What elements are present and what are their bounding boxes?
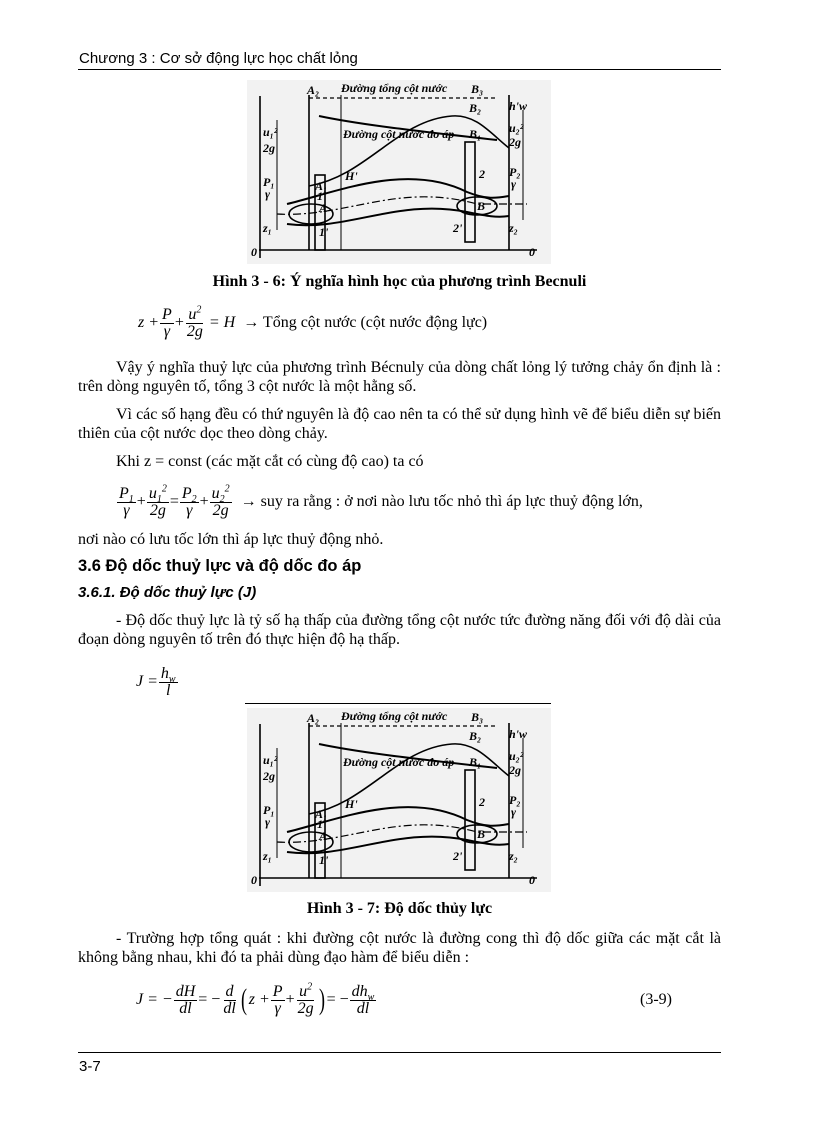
label-z2: z₂ bbox=[509, 221, 518, 235]
figure-caption-2: Hình 3 - 7: Độ dốc thủy lực bbox=[306, 900, 493, 917]
label-z1: z₁ bbox=[263, 221, 272, 235]
label-u1: u₁² bbox=[263, 125, 278, 139]
label-2-prime: 2' bbox=[453, 849, 463, 863]
subsection-heading: 3.6.1. Độ dốc thuỷ lực (J) bbox=[78, 584, 257, 601]
label-2g-2: 2g bbox=[509, 763, 521, 777]
label-2g-1: 2g bbox=[263, 141, 275, 155]
equation-number: (3-9) bbox=[640, 991, 672, 1008]
label-zero-right: 0 bbox=[529, 873, 535, 887]
label-piezometric: Đường cột nước đo áp bbox=[343, 755, 455, 769]
label-piezometric: Đường cột nước đo áp bbox=[343, 127, 455, 141]
label-p1: P₁ bbox=[263, 803, 275, 817]
figure-rule bbox=[245, 703, 551, 704]
label-z2: z₂ bbox=[509, 849, 518, 863]
label-hw: h'w bbox=[509, 727, 528, 741]
figure-caption-1: Hình 3 - 6: Ý nghĩa hình học của phương trình Becnuli bbox=[212, 273, 587, 290]
label-A: A bbox=[319, 201, 328, 215]
label-B: B bbox=[477, 827, 486, 841]
label-zero-left: 0 bbox=[251, 873, 257, 887]
running-header: Chương 3 : Cơ sở động lực học chất lỏng bbox=[79, 50, 358, 67]
label-total-head: Đường tổng cột nước bbox=[341, 81, 448, 95]
label-A1: A₁ bbox=[315, 807, 328, 821]
label-gamma1: γ bbox=[265, 187, 270, 201]
bernoulli-figure-2 bbox=[247, 708, 551, 892]
label-u1: u₁² bbox=[263, 753, 278, 767]
equation-total-head: z + $\frac{P}{\gamma}$ + $\frac{u^2}{2g}$ = H → Tổng cột nước (cột nước động lực) bbox=[138, 304, 488, 340]
label-B3: B₃ bbox=[471, 82, 484, 96]
label-H-prime: H' bbox=[345, 797, 358, 811]
label-zero-right: 0 bbox=[529, 245, 535, 259]
label-B: B bbox=[477, 199, 486, 213]
label-B3: B₃ bbox=[471, 710, 484, 724]
label-1: 1 bbox=[317, 817, 323, 831]
equation-hydraulic-slope: J = $\frac{h_w}{l}$ bbox=[136, 664, 176, 699]
paragraph-3-continued: nơi nào có lưu tốc lớn thì áp lực thuỷ động nhỏ. bbox=[78, 531, 384, 548]
label-p2: P₂ bbox=[509, 165, 521, 179]
label-gamma2: γ bbox=[511, 805, 516, 819]
label-2: 2 bbox=[479, 167, 485, 181]
label-zero-left: 0 bbox=[251, 245, 257, 259]
label-gamma2: γ bbox=[511, 177, 516, 191]
header-rule bbox=[78, 69, 721, 70]
paragraph-3: Khi z = const (các mặt cắt có cùng độ cao) ta có bbox=[116, 453, 424, 470]
bernoulli-figure-1 bbox=[247, 80, 551, 264]
equation-3-9: J = − $\frac{dH}{dl}$ = − $\frac{d}{dl}$ ( z + $\frac{P}{\gamma}$ + $\frac{u^2}{2g}$ ) = − $\frac{dh_w}{dl}$ bbox=[136, 981, 375, 1017]
label-B2: B₂ bbox=[469, 729, 482, 743]
label-A2: A₂ bbox=[307, 83, 320, 97]
label-H-prime: H' bbox=[345, 169, 358, 183]
label-1-prime: 1' bbox=[319, 225, 329, 239]
label-z1: z₁ bbox=[263, 849, 272, 863]
label-p1: P₁ bbox=[263, 175, 275, 189]
label-B1: B₁ bbox=[469, 755, 482, 769]
label-1: 1 bbox=[317, 189, 323, 203]
equation-pressure-velocity: $\frac{P_1}{\gamma}$ + $\frac{u_1^2}{2g}$ = $\frac{P_2}{\gamma}$ + $\frac{u_2^2}{2g}$ → suy ra rằng : ở nơi nào lưu tốc nhỏ thì áp lực thuỷ động lớn, bbox=[119, 483, 643, 519]
label-p2: P₂ bbox=[509, 793, 521, 807]
paragraph-2: Vì các số hạng đều có thứ nguyên là độ cao nên ta có thể sử dụng hình vẽ để biểu diễn sự biến thiên của cột nước dọc theo dòng chảy. bbox=[78, 406, 721, 442]
label-2-prime: 2' bbox=[453, 221, 463, 235]
label-gamma1: γ bbox=[265, 815, 270, 829]
label-B2: B₂ bbox=[469, 101, 482, 115]
label-1-prime: 1' bbox=[319, 853, 329, 867]
label-B1: B₁ bbox=[469, 127, 482, 141]
label-u2: u₂² bbox=[509, 121, 524, 135]
footer-rule bbox=[78, 1052, 721, 1053]
paragraph-4: - Độ dốc thuỷ lực là tỷ số hạ thấp của đường tổng cột nước tức đường năng đối với độ dài của đoạn dòng nguyên tố trên đó thực hiện độ hạ thấp. bbox=[78, 612, 721, 648]
label-A1: A₁ bbox=[315, 179, 328, 193]
label-u2: u₂² bbox=[509, 749, 524, 763]
label-A: A bbox=[319, 829, 328, 843]
label-2g-1: 2g bbox=[263, 769, 275, 783]
label-2g-2: 2g bbox=[509, 135, 521, 149]
label-hw: h'w bbox=[509, 99, 528, 113]
page-number: 3-7 bbox=[79, 1058, 101, 1075]
paragraph-1: Vậy ý nghĩa thuỷ lực của phương trình Bécnuly của dòng chất lỏng lý tưởng chảy ổn định là : trên dòng nguyên tố, tổng 3 cột nước là một hằng số. bbox=[78, 359, 721, 395]
paragraph-5: - Trường hợp tổng quát : khi đường cột nước là đường cong thì độ dốc giữa các mặt cắt là không bằng nhau, khi đó ta phải dùng đạo hàm để biểu diễn : bbox=[78, 930, 721, 966]
label-A2: A₂ bbox=[307, 711, 320, 725]
label-2: 2 bbox=[479, 795, 485, 809]
section-heading: 3.6 Độ dốc thuỷ lực và độ dốc đo áp bbox=[78, 557, 362, 575]
label-total-head: Đường tổng cột nước bbox=[341, 709, 448, 723]
